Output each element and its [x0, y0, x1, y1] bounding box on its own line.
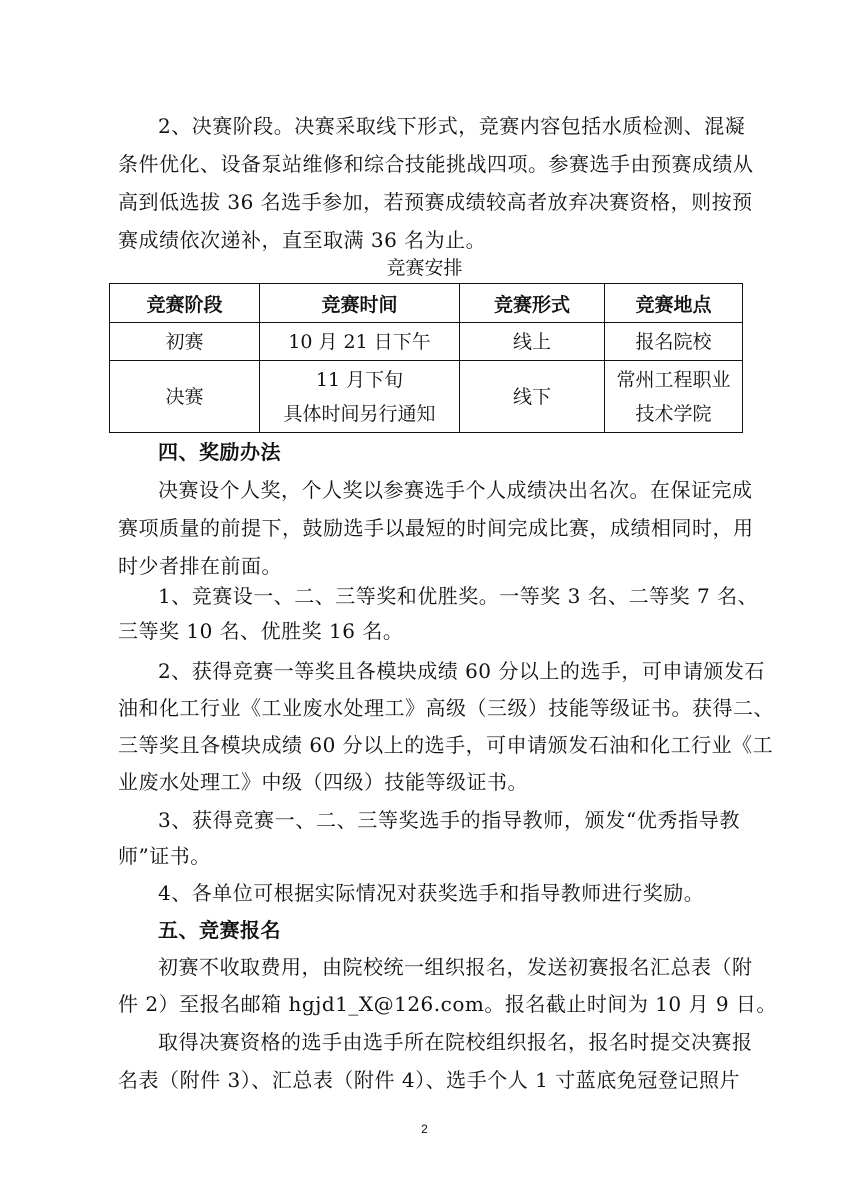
body-text-line: 条件优化、设备泵站维修和综合技能挑战四项。参赛选手由预赛成绩从 — [118, 152, 754, 176]
body-text-line: 高到低选拔 36 名选手参加，若预赛成绩较高者放弃决赛资格，则按预 — [118, 190, 753, 214]
table-cell-text: 技术学院 — [635, 402, 712, 425]
body-text-line: 2、获得竞赛一等奖且各模块成绩 60 分以上的选手，可申请颁发石 — [158, 659, 765, 683]
body-text-line: 时少者排在前面。 — [118, 554, 282, 578]
body-text-line: 取得决赛资格的选手由选手所在院校组织报名，报名时提交决赛报 — [158, 1030, 753, 1054]
table-cell-stage: 初赛 — [110, 323, 260, 361]
table-cell-time: 10 月 21 日下午 — [260, 323, 460, 361]
page-number: 2 — [421, 1122, 428, 1136]
table-cell-time — [260, 361, 460, 433]
table-header-row — [110, 284, 743, 323]
table-header-cell: 竞赛地点 — [605, 284, 743, 323]
table-cell-location: 报名院校 — [605, 323, 743, 361]
table-cell-text: 常州工程职业 — [616, 368, 731, 391]
table-row — [110, 323, 743, 361]
section-heading: 五、竞赛报名 — [158, 918, 281, 942]
body-text-line: 赛成绩依次递补，直至取满 36 名为止。 — [118, 228, 487, 252]
body-text-line: 3、获得竞赛一、二、三等奖选手的指导教师，颁发“优秀指导教 — [158, 808, 740, 832]
table-cell-stage: 决赛 — [110, 361, 260, 433]
body-text-line: 初赛不收取费用，由院校统一组织报名，发送初赛报名汇总表（附 — [158, 955, 753, 979]
body-text-line: 师”证书。 — [118, 844, 211, 868]
body-text-line: 油和化工行业《工业废水处理工》高级（三级）技能等级证书。获得二、 — [118, 696, 774, 720]
body-text-line: 2、决赛阶段。决赛采取线下形式，竞赛内容包括水质检测、混凝 — [158, 114, 746, 138]
body-text-line: 业废水处理工》中级（四级）技能等级证书。 — [118, 770, 528, 794]
section-heading: 四、奖励办法 — [158, 440, 281, 464]
body-text-line: 赛项质量的前提下，鼓励选手以最短的时间完成比赛，成绩相同时，用 — [118, 516, 754, 540]
body-text-line: 1、竞赛设一、二、三等奖和优胜奖。一等奖 3 名、二等奖 7 名、 — [158, 584, 759, 608]
table-row — [110, 361, 743, 433]
table-cell-format: 线上 — [460, 323, 605, 361]
table-cell-text: 具体时间另行通知 — [283, 402, 436, 425]
body-text-line: 4、各单位可根据实际情况对获奖选手和指导教师进行奖励。 — [158, 881, 705, 905]
table-header-cell: 竞赛时间 — [260, 284, 460, 323]
table-cell-text: 11 月下旬 — [315, 368, 404, 391]
table-header-cell: 竞赛阶段 — [110, 284, 260, 323]
table-cell-format: 线下 — [460, 361, 605, 433]
body-text-line: 名表（附件 3）、汇总表（附件 4）、选手个人 1 寸蓝底免冠登记照片 — [118, 1068, 740, 1092]
table-cell-location — [605, 361, 743, 433]
body-text-line: 决赛设个人奖，个人奖以参赛选手个人成绩决出名次。在保证完成 — [158, 478, 753, 502]
table-header-cell: 竞赛形式 — [460, 284, 605, 323]
body-text-line: 三等奖且各模块成绩 60 分以上的选手，可申请颁发石油和化工行业《工 — [118, 733, 774, 757]
table-caption: 竞赛安排 — [386, 257, 463, 279]
schedule-table — [109, 283, 743, 433]
body-text-line: 件 2）至报名邮箱 hgjd1_X@126.com。报名截止时间为 10 月 9 日。 — [118, 992, 777, 1016]
body-text-line: 三等奖 10 名、优胜奖 16 名。 — [118, 619, 404, 643]
